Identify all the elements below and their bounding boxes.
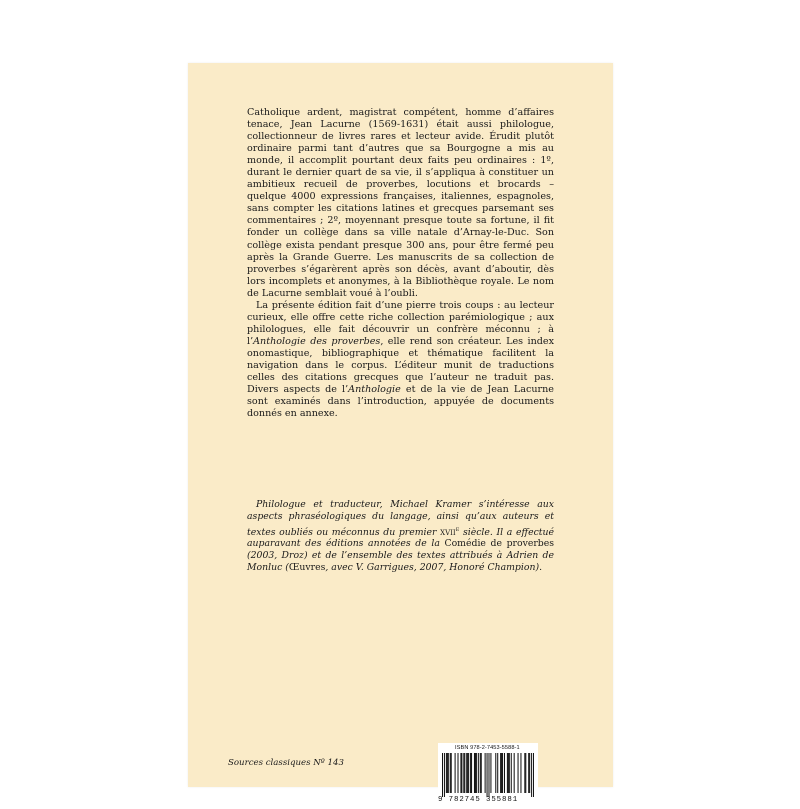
barcode-bar	[474, 753, 475, 793]
barcode-bar	[464, 753, 465, 793]
barcode-bar	[500, 753, 501, 793]
isbn-barcode	[438, 743, 538, 809]
bio-title-comedie-de-proverbes: Comédie de proverbes	[444, 538, 554, 550]
back-cover-blurb	[247, 107, 554, 420]
bio-text-c: (2003, Droz) et de l’ensemble des textes attribués à Adrien de Monluc (	[247, 550, 554, 574]
bio-text-d: , avec V. Garrigues, 2007, Honoré Champion).	[325, 562, 543, 574]
barcode-bar	[495, 753, 496, 793]
barcode-bar	[476, 753, 477, 793]
ean-digits: 9 782745 355881	[438, 796, 519, 804]
book-back-cover	[188, 63, 613, 804]
blurb-paragraph-2	[247, 300, 554, 420]
barcode-bar	[514, 753, 515, 793]
barcode-bar	[444, 753, 445, 797]
author-bio	[247, 499, 554, 574]
barcode-bar	[520, 753, 521, 793]
barcode-bar	[475, 753, 476, 793]
barcode-bar	[448, 753, 449, 793]
blurb-p2-text-c: et de la vie de Jean Lacurne sont examinés dans l’introduction, appuyée de documents donnés en annexe.	[247, 384, 554, 420]
blurb-p2-title-anthologie-des-proverbes: Anthologie des proverbes	[253, 335, 381, 347]
barcode-bar	[488, 753, 489, 797]
blurb-p2-text-a: La présente édition fait d’une pierre trois coups : au lecteur curieux, elle offre cette riche collection parémiologique ; aux philologues, elle fait découvrir un confrère méconnu ; à l’	[247, 299, 554, 347]
barcode-bar	[533, 753, 534, 797]
barcode-bar	[481, 753, 482, 793]
blurb-paragraph-1: Catholique ardent, magistrat compétent, homme d’affaires tenace, Jean Lacurne (1569-1631) était aussi philologue, collectionneur de livres rares et lecteur avide. Érudit plutôt ordinaire parmi tant d’autres que sa Bourgogne a mis au monde, il accomplit pourtant deux faits peu ordinaires : 1º, durant le dernier quart de sa vie, il s’appliqua à constituer un ambitieux recueil de proverbes, locutions et brocards – quelque 4000 expressions françaises, italiennes, espagnoles, sans compter les citations latines et grecques parsemant ses commentaires ; 2º, moyennant presque toute sa fortune, il fit fonder un collège dans sa ville natale d’Arnay-le-Duc. Son collège exista pendant presque 300 ans, pour être fermé peu après la Grande Guerre. Les manuscrits de sa collection de proverbes s’égarèrent après son décès, avant d’aboutir, dès lors incomplets et anonymes, à la Bibliothèque royale. Le nom de Lacurne semblait voué à l’oubli.	[247, 107, 554, 299]
barcode-bar	[485, 753, 486, 793]
barcode-bar	[466, 753, 467, 793]
barcode-bar	[509, 753, 510, 793]
barcode-bar	[525, 753, 526, 793]
barcode-bar	[504, 753, 505, 793]
barcode-bar	[501, 753, 502, 793]
barcode-bar	[487, 753, 488, 797]
barcode-bar	[490, 753, 491, 793]
barcode-bar	[461, 753, 462, 793]
blurb-p2-text-b: , elle rend son créateur. Les index onomastique, bibliographique et thématique facilitent la navigation dans le corpus. L’éditeur munit de traductions celles des citations grecques que l’auteur ne traduit pas. Divers aspects de l’	[247, 335, 554, 396]
barcode-bar	[460, 753, 461, 793]
barcode-bar	[511, 753, 512, 793]
barcode-bar	[518, 753, 519, 793]
barcode-bar	[468, 753, 469, 793]
barcode-bar	[529, 753, 530, 793]
barcode-bar	[455, 753, 456, 793]
blurb-p2-title-anthologie: Anthologie	[348, 384, 401, 396]
barcode-bar	[528, 753, 529, 793]
author-bio-paragraph	[247, 499, 554, 574]
bio-text-b: siècle. Il a effectué auparavant des éditions annotées de la	[247, 526, 554, 550]
barcode-bar	[463, 753, 464, 793]
series-label: Sources classiques Nº 143	[228, 758, 344, 768]
barcode-bar	[442, 753, 443, 797]
bio-title-oeuvres: Œuvres	[288, 562, 326, 574]
barcode-bar	[502, 753, 503, 793]
barcode-bar	[471, 753, 472, 793]
barcode-bar	[497, 753, 498, 793]
barcode-bar	[524, 753, 525, 793]
barcode-bar	[457, 753, 458, 793]
isbn-label: ISBN 978-2-7453-5588-1	[455, 745, 520, 751]
barcode-bar	[470, 753, 471, 793]
barcode-bar	[508, 753, 509, 793]
barcode-bar	[451, 753, 452, 793]
barcode-bar	[447, 753, 448, 793]
barcode-bar	[450, 753, 451, 793]
bio-text-a: Philologue et traducteur, Michael Kramer s’intéresse aux aspects phraséologiques du langage, ainsi qu’aux auteurs et textes oubliés ou méconnus du premier	[247, 499, 554, 538]
barcode-bar	[531, 753, 532, 797]
ean-13-barcode-bars	[442, 753, 534, 797]
barcode-bar	[480, 753, 481, 793]
barcode-bar	[478, 753, 479, 793]
barcode-bar	[507, 753, 508, 793]
barcode-bar	[467, 753, 468, 793]
barcode-bar	[446, 753, 447, 793]
bio-century: xvii$^e$	[440, 523, 460, 538]
